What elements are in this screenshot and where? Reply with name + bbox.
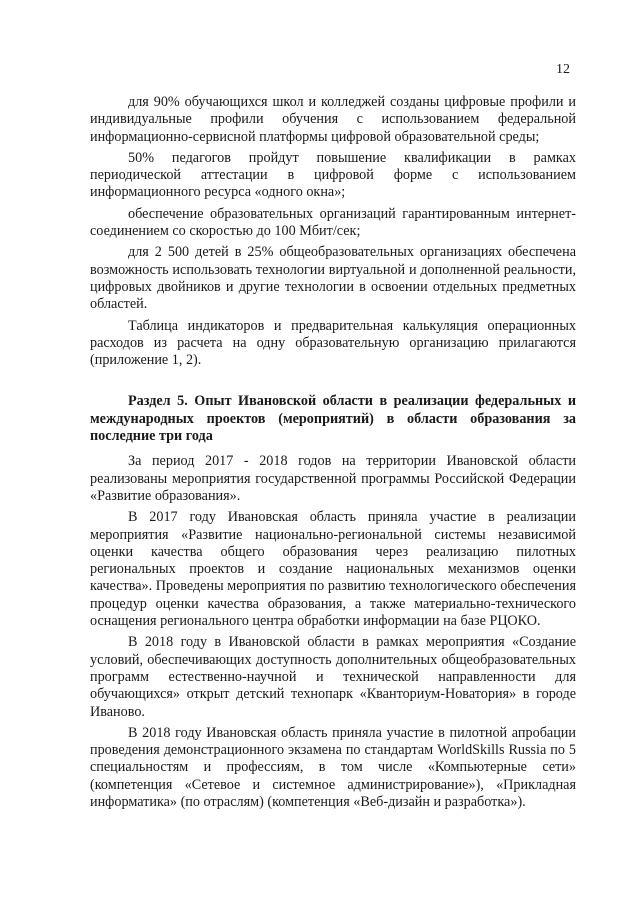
page-number: 12 [556,62,570,77]
document-body [90,94,576,815]
paragraph: В 2018 году Ивановская область приняла участие в пилотной апробации проведения демонстрационного экзамена по стандартам WorldSkills Russia по 5 специальностям и профессиям, в том числе «Компьютерные сети» (компетенция «Сетевое и системное администрирование»), «Прикладная информатика» (по отраслям) (компетенция «Веб-дизайн и разработка»). [90,724,576,810]
section-heading: Раздел 5. Опыт Ивановской области в реализации федеральных и международных проектов (мероприятий) в области образования за последние три года [90,393,576,445]
paragraph: для 2 500 детей в 25% общеобразовательных организациях обеспечена возможность использовать технологии виртуальной и дополненной реальности, цифровых двойников и другие технологии в освоении отдельных предметных областей. [90,244,576,313]
paragraph: Таблица индикаторов и предварительная калькуляция операционных расходов из расчета на одну образовательную организацию прилагаются (приложение 1, 2). [90,317,576,369]
paragraph: для 90% обучающихся школ и колледжей созданы цифровые профили и индивидуальные профили обучения с использованием федеральной информационно-сервисной платформы цифровой образовательной среды; [90,94,576,145]
paragraph: обеспечение образовательных организаций гарантированным интернет-соединением со скоростью до 100 Мбит/сек; [90,205,576,240]
paragraph: В 2018 году в Ивановской области в рамках мероприятия «Создание условий, обеспечивающих доступность дополнительных общеобразовательных программ естественно-научной и технической направленности для обучающихся» открыт детский технопарк «Кванториум-Новатория» в городе Иваново. [90,634,576,720]
paragraph: В 2017 году Ивановская область приняла участие в реализации мероприятия «Развитие национально-региональной системы независимой оценки качества общего образования через реализацию пилотных региональных проектов и создание национальных механизмов оценки качества». Проведены мероприятия по развитию технологического обеспечения процедур оценки качества образования, а также материально-технического оснащения регионального центра обработки информации на базе РЦОКО. [90,509,576,630]
paragraph: За период 2017 - 2018 годов на территории Ивановской области реализованы мероприятия государственной программы Российской Федерации «Развитие образования». [90,453,576,504]
paragraph: 50% педагогов пройдут повышение квалификации в рамках периодической аттестации в цифровой форме с использованием информационного ресурса «одного окна»; [90,149,576,201]
